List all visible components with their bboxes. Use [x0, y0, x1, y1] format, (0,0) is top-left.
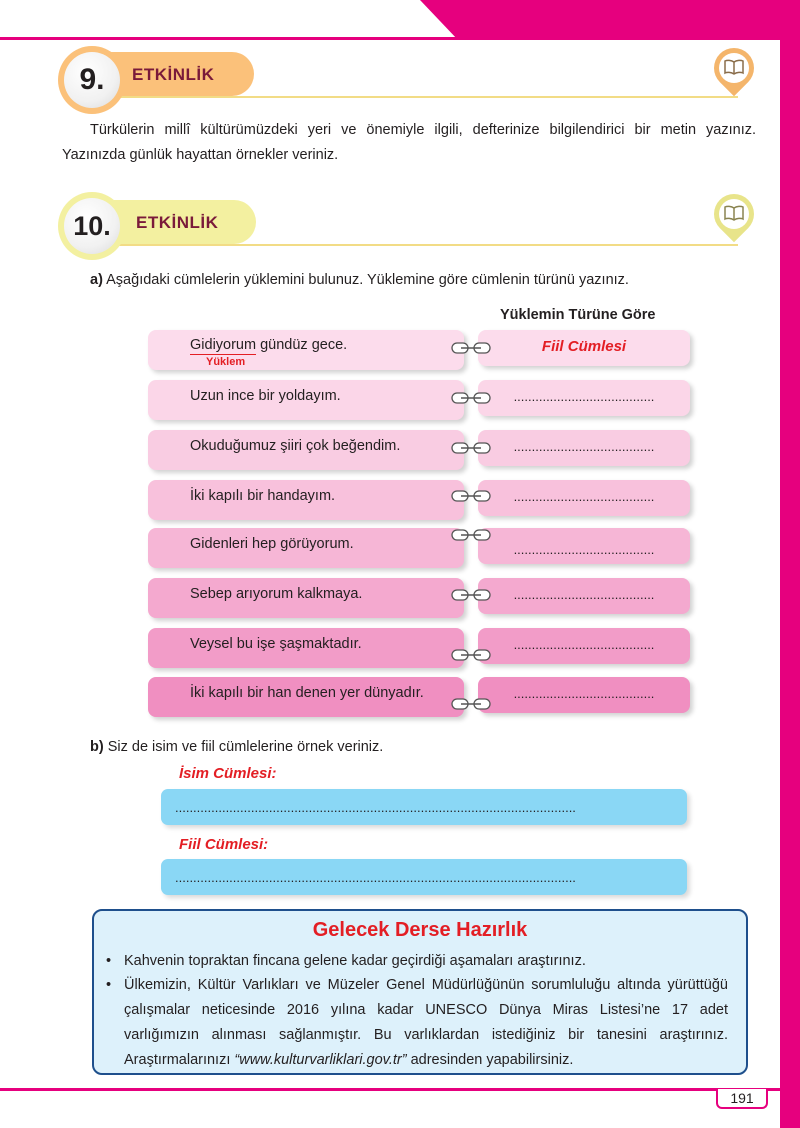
answer-box-2[interactable] [478, 430, 690, 466]
activity-9-label: ETKİNLİK [132, 65, 215, 84]
fiil-cumlesi-label: Fiil Cümlesi: [179, 836, 269, 853]
isim-cumlesi-label: İsim Cümlesi: [179, 765, 277, 782]
answer-placeholder-7: ....................................... [513, 686, 655, 701]
prep-item-1-text: Kahvenin topraktan fincana gelene kadar geçirdiği aşamaları araştırınız. [124, 953, 586, 969]
answer-box-3[interactable] [478, 480, 690, 516]
activity-9-line-2: Yazınızda günlük hayattan örnekler veriniz. [62, 147, 339, 163]
activity-9-number: 9. [64, 52, 120, 108]
chain-link-icon [451, 391, 491, 405]
example-sentence [190, 337, 347, 353]
answer-placeholder-3: ....................................... [513, 489, 655, 504]
activity-9-badge [710, 48, 758, 96]
answer-box-7[interactable] [478, 677, 690, 713]
next-lesson-box [92, 909, 748, 1075]
sentence-box-6 [148, 628, 464, 668]
sentence-5: Sebep arıyorum kalkmaya. [190, 586, 363, 602]
answer-box-6[interactable] [478, 628, 690, 664]
sentence-box-4 [148, 528, 464, 568]
answer-placeholder-1: ....................................... [513, 389, 655, 404]
sentence-box-1 [148, 380, 464, 420]
prep-item-2-text-a: Ülkemizin, Kültür Varlıkları ve Müzeler Genel Müdürlüğünün sorumluluğu altında yürüttüğü çalışmalar neticesinde 2016 yılına kadar UNESCO Dünya Miras Listesi’ne 17 adet varlığımızın alınması sağlanmıştır. Bu varlıklardan istediğiniz bir tanesini araştırınız. Araştırmalarınızı [124, 977, 728, 1068]
sentence-box-5 [148, 578, 464, 618]
activity-9-line-1: Türkülerin millî kültürümüzdeki yeri ve önemiyle ilgili, defterinize bilgilendirici bir metin yazınız. [90, 122, 756, 138]
sentence-box-2 [148, 430, 464, 470]
activity-10-header [58, 192, 758, 262]
activity-10-label: ETKİNLİK [136, 213, 219, 232]
bullet-icon: • [106, 977, 112, 993]
part-a-text: Aşağıdaki cümlelerin yüklemini bulunuz. Yüklemine göre cümlenin türünü yazınız. [106, 272, 629, 288]
bottom-border-line [0, 1088, 780, 1091]
part-b-text: Siz de isim ve fiil cümlelerine örnek veriniz. [107, 739, 384, 755]
sentence-4: Gidenleri hep görüyorum. [190, 536, 354, 552]
chain-link-icon [451, 341, 491, 355]
sentence-1: Uzun ince bir yoldayım. [190, 388, 341, 404]
activity-9-rule [98, 96, 738, 98]
book-icon [724, 59, 744, 75]
fiil-cumlesi-placeholder: ............................................................................................................... [175, 870, 576, 885]
prep-item-2-link: “www.kulturvarliklari.gov.tr” [234, 1052, 407, 1068]
page-number: 191 [716, 1089, 768, 1109]
part-a-letter: a) [90, 272, 103, 288]
part-b-instruction [90, 735, 760, 760]
answer-box-example [478, 330, 690, 366]
predicate-label: Yüklem [206, 356, 246, 368]
right-edge-bar [780, 0, 800, 1128]
chain-link-icon [451, 648, 491, 662]
prep-item-1 [106, 949, 728, 974]
chain-link-icon [451, 489, 491, 503]
chain-link-icon [451, 441, 491, 455]
answer-placeholder-2: ....................................... [513, 439, 655, 454]
example-predicate: Gidiyorum [190, 337, 257, 353]
next-lesson-title: Gelecek Derse Hazırlık [312, 919, 528, 941]
fiil-cumlesi-field[interactable] [161, 859, 687, 895]
activity-9-header [58, 46, 758, 116]
activity-10-number-circle [58, 192, 126, 260]
answer-placeholder-4: ....................................... [513, 542, 655, 557]
prep-item-2-text-b: adresinden yapabilirsiniz. [406, 1052, 574, 1068]
example-answer: Fiil Cümlesi [541, 338, 627, 355]
sentence-7: İki kapılı bir han denen yer dünyadır. [190, 685, 424, 701]
chain-link-icon [451, 697, 491, 711]
sentence-3: İki kapılı bir handayım. [190, 488, 336, 504]
sentence-box-example [148, 330, 464, 370]
answer-box-1[interactable] [478, 380, 690, 416]
sentence-6: Veysel bu işe şaşmaktadır. [190, 636, 362, 652]
activity-9-number-circle [58, 46, 126, 114]
chain-link-icon [451, 528, 491, 542]
activity-10-number: 10. [64, 198, 120, 254]
bullet-icon: • [106, 953, 112, 969]
column-header: Yüklemin Türüne Göre [500, 307, 656, 323]
book-icon [724, 205, 744, 221]
activity-10-rule [98, 244, 738, 246]
answer-box-4[interactable] [478, 528, 690, 564]
sentence-2: Okuduğumuz şiiri çok beğendim. [190, 438, 401, 454]
answer-box-5[interactable] [478, 578, 690, 614]
prep-item-2 [106, 973, 728, 1073]
part-a-instruction [90, 268, 760, 293]
sentence-box-7 [148, 677, 464, 717]
example-rest: gündüz gece. [256, 337, 348, 353]
activity-9-instructions [62, 118, 756, 168]
isim-cumlesi-placeholder: ............................................................................................................... [175, 800, 576, 815]
answer-placeholder-5: ....................................... [513, 587, 655, 602]
sentence-box-3 [148, 480, 464, 520]
answer-placeholder-6: ....................................... [513, 637, 655, 652]
part-b-letter: b) [90, 739, 104, 755]
isim-cumlesi-field[interactable] [161, 789, 687, 825]
top-border-line [0, 37, 780, 40]
chain-link-icon [451, 588, 491, 602]
activity-10-badge [710, 194, 758, 242]
top-corner-tab [420, 0, 800, 40]
